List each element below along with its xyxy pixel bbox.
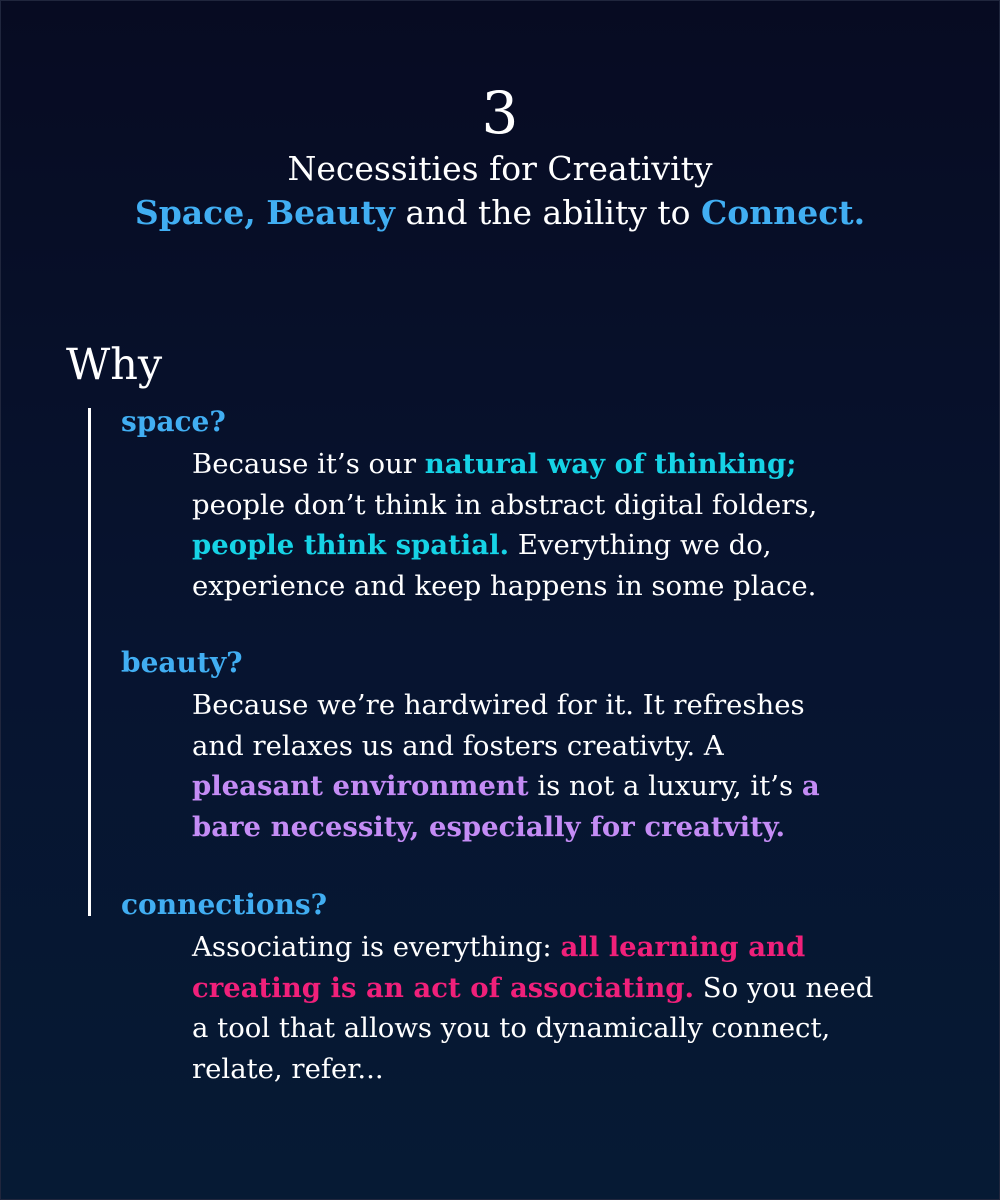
body-line	[192, 685, 981, 726]
section-title-beauty: beauty?	[121, 646, 243, 679]
tagline-connect: Connect.	[701, 193, 866, 232]
vertical-rule	[88, 408, 91, 916]
body-line	[192, 525, 981, 566]
section-body-connections	[192, 927, 981, 1089]
header	[0, 80, 1000, 236]
tagline-middle: and the ability to	[394, 193, 701, 232]
highlight-text: creating is an act of associating.	[192, 971, 695, 1004]
body-line	[192, 766, 981, 807]
body-text: relate, refer...	[192, 1052, 384, 1085]
highlight-text: pleasant environment	[192, 770, 529, 802]
page-subtitle: Necessities for Creativity	[287, 149, 713, 188]
section-title-space: space?	[121, 405, 226, 438]
body-line	[192, 1008, 981, 1049]
body-line	[192, 968, 981, 1009]
body-text: people don’t think in abstract digital folders,	[192, 488, 818, 521]
section-beauty	[121, 645, 981, 847]
body-line	[192, 566, 981, 607]
section-body-beauty	[192, 685, 981, 847]
body-line	[192, 1049, 981, 1090]
body-text: Associating is everything:	[192, 931, 561, 963]
body-text: Because it’s our	[192, 448, 425, 480]
body-text: is not a luxury, it’s	[528, 770, 802, 802]
body-text: Because we’re hardwired for it. It refreshes	[192, 689, 805, 721]
page-number: 3	[481, 79, 519, 147]
highlight-text: natural way of thinking;	[424, 448, 797, 480]
body-text: Everything we do,	[509, 529, 772, 561]
highlight-text: a	[801, 770, 820, 802]
section-connections	[121, 887, 981, 1089]
body-text: So you need	[694, 971, 874, 1004]
body-line	[192, 444, 981, 485]
body-line	[192, 485, 981, 526]
highlight-text: all learning and	[560, 931, 806, 963]
body-line	[192, 807, 981, 848]
section-body-space	[192, 444, 981, 606]
highlight-text: people think spatial.	[192, 529, 510, 561]
why-heading: Why	[66, 340, 163, 390]
body-text: experience and keep happens in some place.	[192, 569, 817, 602]
tagline	[0, 190, 1000, 236]
tagline-space: Space,	[134, 193, 256, 232]
body-text: and relaxes us and fosters creativty. A	[192, 729, 724, 762]
tagline-beauty: Beauty	[266, 193, 395, 232]
section-space	[121, 404, 981, 606]
section-title-connections: connections?	[121, 888, 328, 921]
body-line	[192, 726, 981, 767]
highlight-text: bare necessity, especially for creatvity.	[192, 810, 786, 843]
body-line	[192, 927, 981, 968]
body-text: a tool that allows you to dynamically connect,	[192, 1012, 831, 1044]
